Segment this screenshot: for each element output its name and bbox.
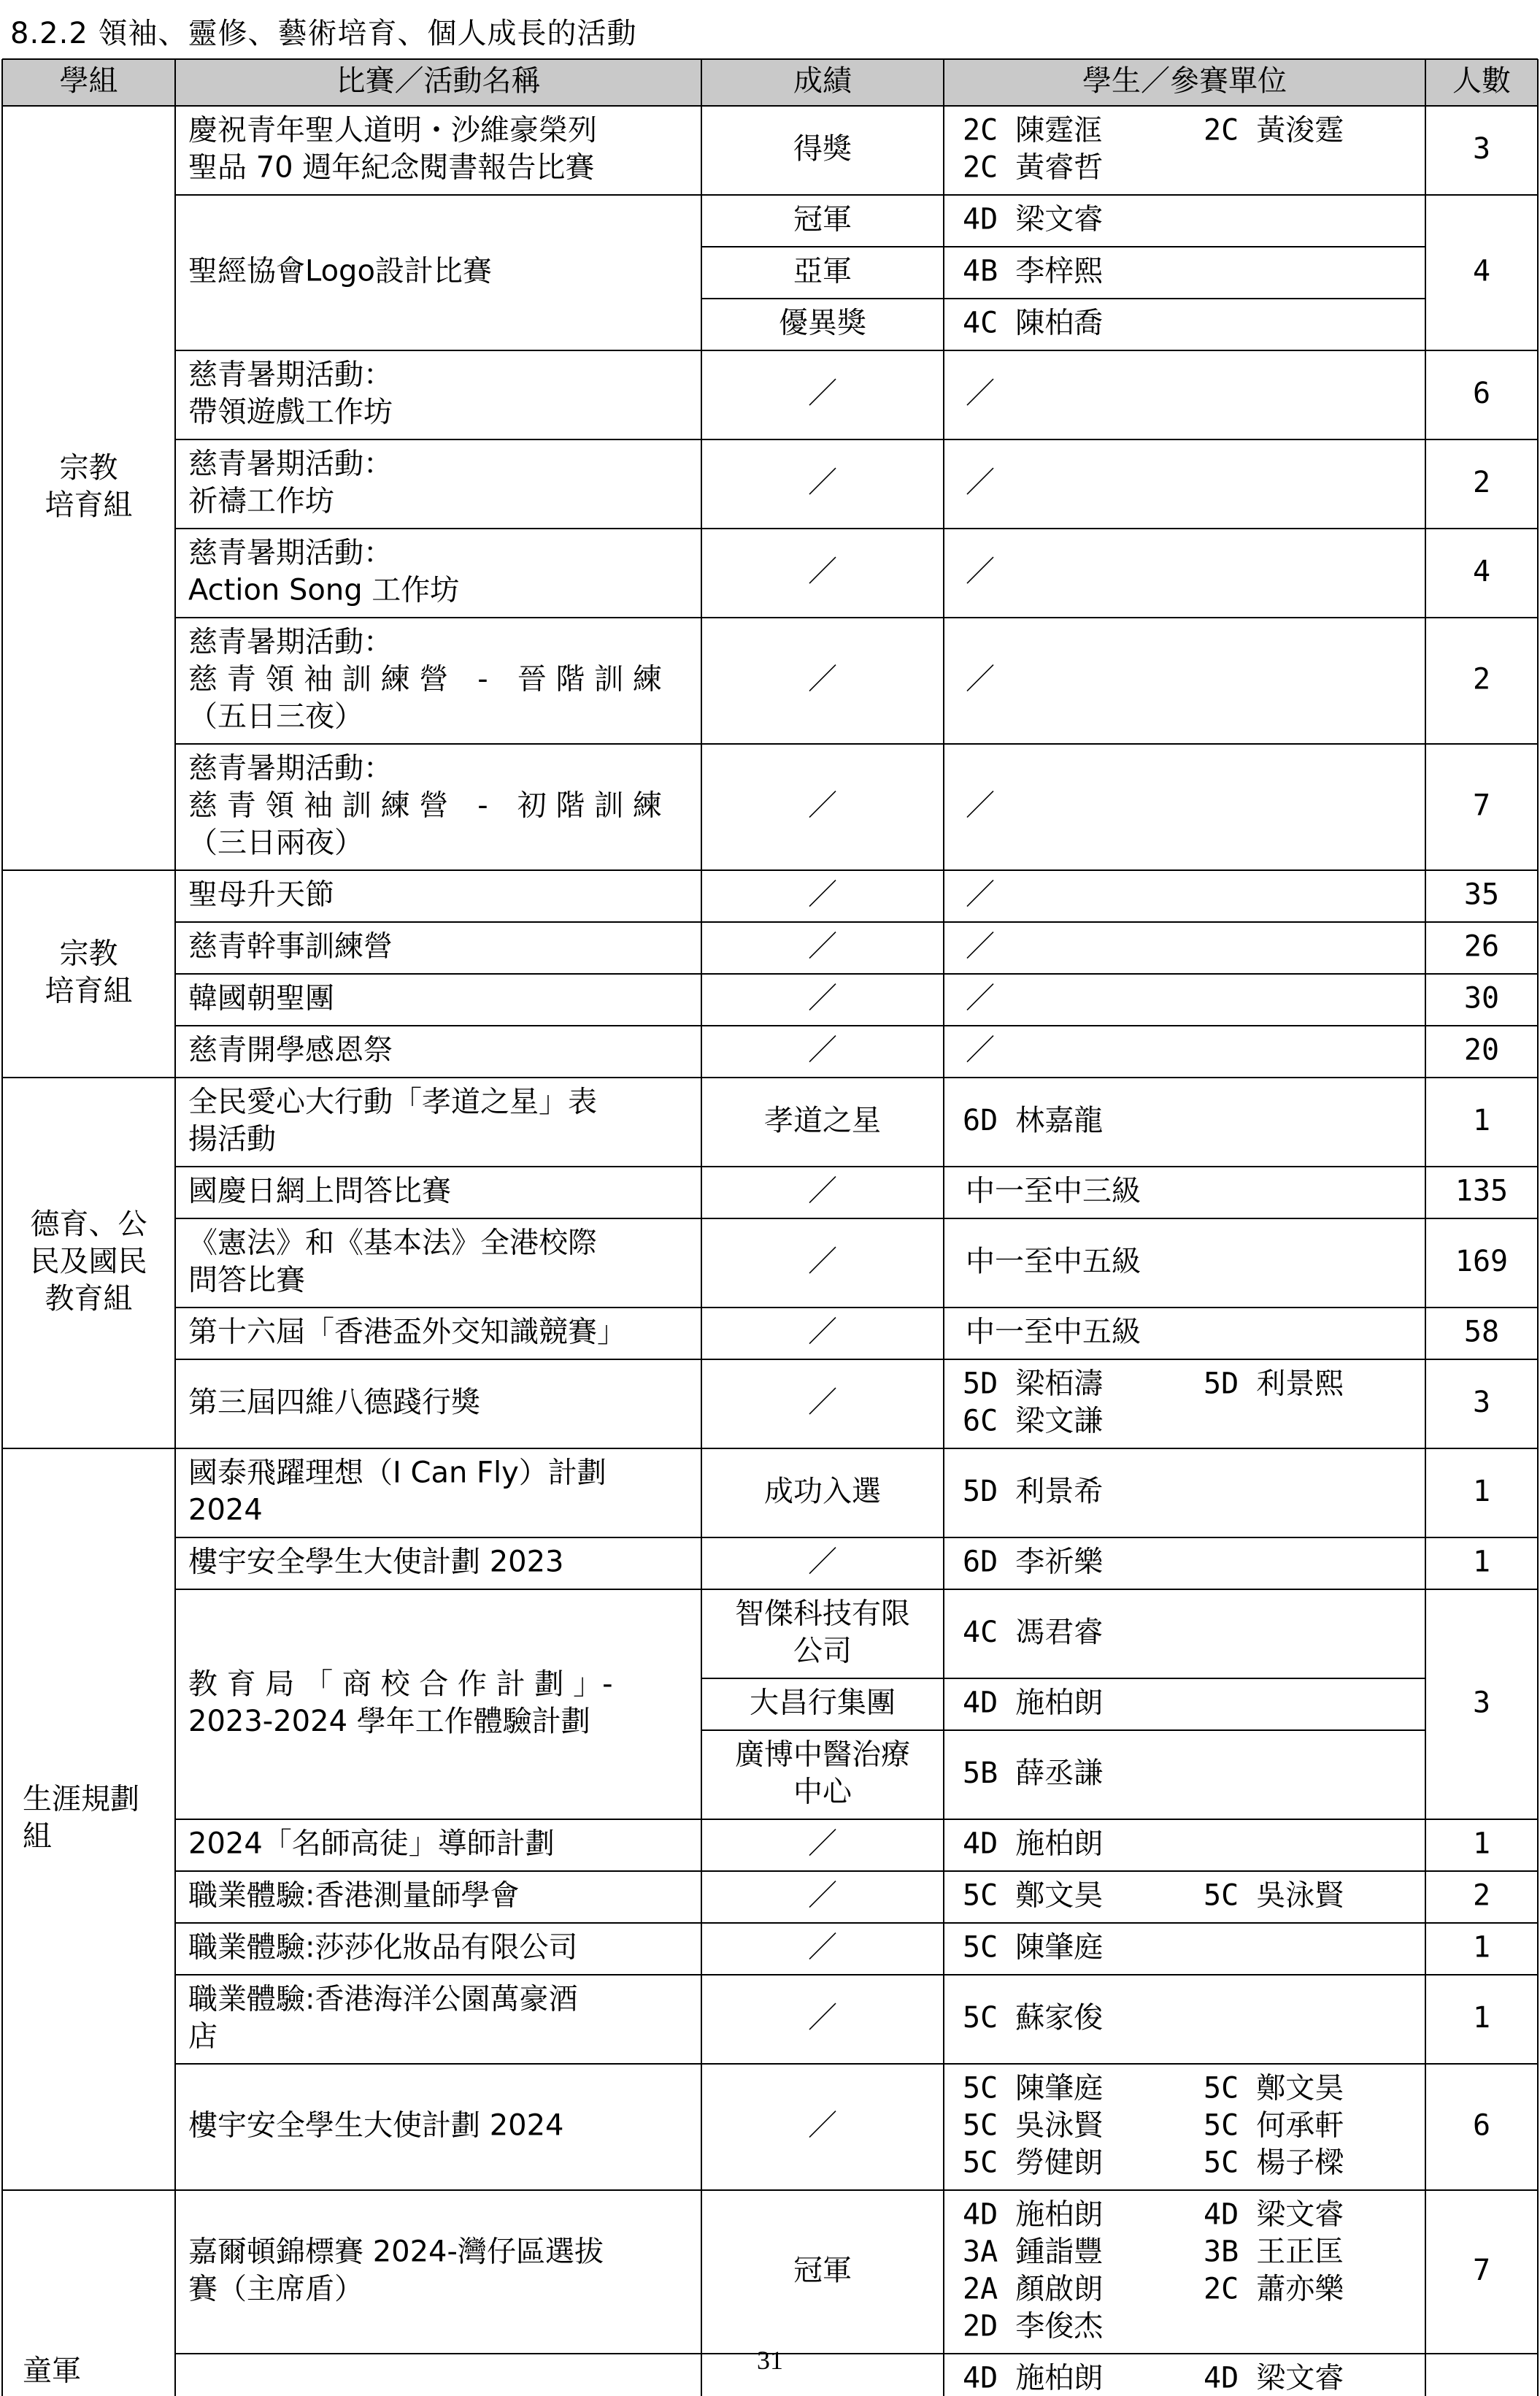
participant-count: 4 bbox=[1472, 555, 1491, 588]
result-label: ／ bbox=[808, 2108, 837, 2143]
activity-name: 國慶日網上問答比賽 bbox=[188, 1174, 451, 1208]
activity-name: 帶領遊戲工作坊 bbox=[188, 395, 393, 429]
activity-name: 祈禱工作坊 bbox=[188, 484, 334, 518]
activity-name: 慈青開學感恩祭 bbox=[188, 1033, 393, 1067]
activity-name: 慈 青 領 袖 訓 練 營 - 初 階 訓 練 bbox=[188, 788, 662, 823]
column-header: 人數 bbox=[1452, 64, 1511, 98]
activity-name: 聖品 70 週年紀念閱書報告比賽 bbox=[188, 150, 595, 185]
participant-count: 3 bbox=[1472, 132, 1491, 166]
student-entry: 5C 陳肇庭 bbox=[963, 2071, 1104, 2105]
activity-name: 賽（主席盾） bbox=[188, 2272, 363, 2306]
student-entry: 5C 勞健朗 bbox=[963, 2146, 1104, 2180]
result-label: ／ bbox=[808, 981, 837, 1015]
result-label: ／ bbox=[808, 1033, 837, 1067]
student-entry: 5C 鄭文昊 bbox=[963, 1878, 1104, 1913]
student-entry: 4D 施柏朗 bbox=[963, 2361, 1104, 2395]
student-entry: ／ bbox=[966, 929, 995, 964]
group-name: 宗教 bbox=[59, 451, 118, 485]
student-entry: 5C 蘇家俊 bbox=[963, 2001, 1104, 2035]
participant-count: 169 bbox=[1455, 1245, 1509, 1278]
activity-name: Action Song 工作坊 bbox=[188, 573, 460, 607]
activity-name: 第三屆四維八德踐行獎 bbox=[188, 1386, 480, 1419]
participant-count: 2 bbox=[1472, 466, 1491, 499]
student-entry: ／ bbox=[966, 878, 995, 912]
student-entry: 5C 鄭文昊 bbox=[1204, 2071, 1344, 2105]
group-name: 德育、公 bbox=[30, 1207, 147, 1241]
result-label: ／ bbox=[808, 1878, 837, 1913]
result-label: 得獎 bbox=[793, 132, 852, 166]
student-entry: ／ bbox=[966, 788, 995, 823]
activity-name: 職業體驗:香港測量師學會 bbox=[188, 1878, 520, 1913]
student-entry: 3B 王正匡 bbox=[1204, 2235, 1344, 2269]
result-label: 智傑科技有限 bbox=[735, 1597, 910, 1631]
result-label: ／ bbox=[808, 1174, 837, 1208]
student-entry: 5D 梁栢濤 bbox=[963, 1367, 1104, 1401]
group-name: 培育組 bbox=[45, 488, 133, 522]
student-entry: 中一至中三級 bbox=[966, 1174, 1141, 1208]
student-entry: 3A 鍾詣豐 bbox=[963, 2235, 1104, 2269]
activity-name: 職業體驗:莎莎化妝品有限公司 bbox=[188, 1930, 578, 1965]
participant-count: 1 bbox=[1472, 1930, 1491, 1965]
result-label: ／ bbox=[808, 662, 837, 696]
participant-count: 6 bbox=[1472, 377, 1491, 410]
student-entry: ／ bbox=[966, 466, 995, 499]
activity-name: （五日三夜） bbox=[188, 699, 363, 734]
activity-name: 樓宇安全學生大使計劃 2023 bbox=[188, 1545, 564, 1579]
activity-name: 慈青暑期活動： bbox=[188, 447, 393, 481]
activity-name: 慶祝青年聖人道明・沙維豪榮列 bbox=[188, 113, 597, 147]
activity-name: 慈 青 領 袖 訓 練 營 - 晉 階 訓 練 bbox=[188, 662, 662, 696]
student-entry: 2C 蕭亦樂 bbox=[1204, 2272, 1344, 2306]
student-entry: 5B 薛丞謙 bbox=[963, 1756, 1104, 1790]
participant-count: 3 bbox=[1472, 1386, 1491, 1419]
activity-name: 聖經協會Logo設計比賽 bbox=[188, 254, 492, 288]
participant-count: 3 bbox=[1472, 1686, 1491, 1720]
student-entry: 5C 楊子樑 bbox=[1204, 2146, 1344, 2180]
student-entry: 5D 利景希 bbox=[963, 1475, 1104, 1508]
participant-count: 7 bbox=[1472, 2254, 1491, 2287]
activity-name: 慈青暑期活動： bbox=[188, 625, 393, 659]
table-header-background bbox=[2, 59, 1538, 106]
activity-name: 店 bbox=[188, 2019, 217, 2054]
column-header: 成績 bbox=[793, 64, 852, 98]
page-number: 31 bbox=[757, 2346, 783, 2375]
participant-count: 1 bbox=[1472, 2001, 1491, 2035]
participant-count: 4 bbox=[1472, 254, 1491, 288]
result-label: ／ bbox=[808, 377, 837, 410]
activities-table bbox=[0, 57, 1540, 2395]
student-entry: 4D 梁文睿 bbox=[1204, 2197, 1344, 2232]
activity-name: 全民愛心大行動「孝道之星」表 bbox=[188, 1085, 597, 1119]
result-label: 成功入選 bbox=[764, 1475, 881, 1508]
student-entry: 4D 梁文睿 bbox=[963, 202, 1104, 237]
result-label: ／ bbox=[808, 2001, 837, 2035]
result-label: ／ bbox=[808, 929, 837, 964]
participant-count: 1 bbox=[1472, 1104, 1491, 1137]
activity-name: 嘉爾頓錦標賽 2024-灣仔區選拔 bbox=[188, 2235, 604, 2269]
activity-name: （三日兩夜） bbox=[188, 826, 363, 860]
participant-count: 1 bbox=[1472, 1475, 1491, 1508]
student-entry: 5C 陳肇庭 bbox=[963, 1930, 1104, 1965]
column-header: 學生／參賽單位 bbox=[1082, 64, 1287, 98]
student-entry: ／ bbox=[966, 555, 995, 588]
participant-count: 26 bbox=[1463, 929, 1500, 964]
result-label: ／ bbox=[808, 1930, 837, 1965]
student-entry: 2C 黃睿哲 bbox=[963, 150, 1104, 185]
student-entry: 6D 李祈樂 bbox=[963, 1545, 1104, 1579]
activity-name: 揚活動 bbox=[188, 1122, 276, 1156]
activity-name: 國泰飛躍理想（I Can Fly）計劃 bbox=[188, 1456, 607, 1490]
activity-name: 第十六屆「香港盃外交知識競賽」 bbox=[188, 1315, 626, 1349]
group-name: 生涯規劃 bbox=[23, 1782, 139, 1816]
result-label: 大昌行集團 bbox=[750, 1686, 896, 1720]
participant-count: 7 bbox=[1472, 788, 1491, 823]
participant-count: 6 bbox=[1472, 2108, 1491, 2143]
student-entry: 4D 施柏朗 bbox=[963, 1827, 1104, 1861]
activity-name: 2024「名師高徒」導師計劃 bbox=[188, 1827, 555, 1861]
student-entry: 6D 林嘉龍 bbox=[963, 1104, 1104, 1137]
activity-name: 《憲法》和《基本法》全港校際 bbox=[188, 1226, 597, 1260]
student-entry: ／ bbox=[966, 1033, 995, 1067]
participant-count: 58 bbox=[1463, 1315, 1500, 1349]
student-entry: ／ bbox=[966, 662, 995, 696]
student-entry: ／ bbox=[966, 377, 995, 410]
student-entry: 6C 梁文謙 bbox=[963, 1404, 1104, 1438]
activity-name: 慈青暑期活動： bbox=[188, 536, 393, 570]
result-label: 中心 bbox=[793, 1775, 852, 1809]
result-label: 冠軍 bbox=[793, 2254, 852, 2287]
group-name: 教育組 bbox=[45, 1282, 133, 1316]
result-label: ／ bbox=[808, 1245, 837, 1278]
result-label: 冠軍 bbox=[793, 202, 852, 237]
activity-name: 慈青幹事訓練營 bbox=[188, 929, 393, 964]
student-entry: 5C 何承軒 bbox=[1204, 2108, 1344, 2143]
column-header: 比賽／活動名稱 bbox=[336, 64, 541, 98]
group-name: 民及國民 bbox=[30, 1245, 147, 1278]
participant-count: 2 bbox=[1472, 1878, 1491, 1913]
group-name: 宗教 bbox=[59, 937, 118, 971]
student-entry: 4D 施柏朗 bbox=[963, 2197, 1104, 2232]
result-label: 孝道之星 bbox=[764, 1104, 881, 1137]
student-entry: 中一至中五級 bbox=[966, 1245, 1141, 1278]
student-entry: 4B 李梓熙 bbox=[963, 254, 1104, 288]
activity-name: 慈青暑期活動： bbox=[188, 751, 393, 786]
group-name: 組 bbox=[23, 1819, 52, 1854]
student-entry: 中一至中五級 bbox=[966, 1315, 1141, 1349]
participant-count: 1 bbox=[1472, 1545, 1491, 1579]
student-entry: 2D 李俊杰 bbox=[963, 2309, 1104, 2343]
activity-name: 2024 bbox=[188, 1493, 263, 1527]
result-label: ／ bbox=[808, 788, 837, 823]
group-name: 培育組 bbox=[45, 974, 133, 1008]
student-entry: 2C 陳霆洭 bbox=[963, 113, 1104, 147]
result-label: ／ bbox=[808, 555, 837, 588]
result-label: ／ bbox=[808, 878, 837, 912]
result-label: ／ bbox=[808, 1545, 837, 1579]
column-header: 學組 bbox=[59, 64, 118, 98]
student-entry: 2C 黃浚霆 bbox=[1204, 113, 1344, 147]
activity-name: 教 育 局 「 商 校 合 作 計 劃 」- bbox=[188, 1667, 613, 1701]
result-label: 廣博中醫治療 bbox=[735, 1738, 910, 1772]
activity-name: 職業體驗:香港海洋公園萬豪酒 bbox=[188, 1982, 578, 2016]
student-entry: ／ bbox=[966, 981, 995, 1015]
student-entry: 5C 吳泳賢 bbox=[963, 2108, 1104, 2143]
participant-count: 135 bbox=[1455, 1174, 1509, 1208]
activity-name: 2023-2024 學年工作體驗計劃 bbox=[188, 1705, 590, 1738]
student-entry: 4D 施柏朗 bbox=[963, 1686, 1104, 1720]
result-label: ／ bbox=[808, 466, 837, 499]
participant-count: 30 bbox=[1463, 981, 1500, 1015]
activity-name: 韓國朝聖團 bbox=[188, 981, 334, 1015]
result-label: 公司 bbox=[793, 1634, 852, 1668]
result-label: 優異獎 bbox=[779, 306, 866, 340]
student-entry: 4C 馮君睿 bbox=[963, 1616, 1104, 1649]
participant-count: 35 bbox=[1463, 878, 1500, 912]
activity-name: 聖母升天節 bbox=[188, 878, 334, 912]
student-entry: 5D 利景熙 bbox=[1204, 1367, 1344, 1401]
section-heading: 8.2.2 領袖、靈修、藝術培育、個人成長的活動 bbox=[10, 17, 637, 50]
student-entry: 2A 顏啟朗 bbox=[963, 2272, 1104, 2306]
participant-count: 20 bbox=[1463, 1033, 1500, 1067]
student-entry: 4C 陳柏喬 bbox=[963, 306, 1104, 340]
result-label: ／ bbox=[808, 1386, 837, 1419]
participant-count: 2 bbox=[1472, 662, 1491, 696]
result-label: ／ bbox=[808, 1827, 837, 1861]
result-label: 亞軍 bbox=[793, 254, 852, 288]
student-entry: 5C 吳泳賢 bbox=[1204, 1878, 1344, 1913]
group-name: 童軍 bbox=[23, 2354, 81, 2388]
student-entry: 4D 梁文睿 bbox=[1204, 2361, 1344, 2395]
result-label: ／ bbox=[808, 1315, 837, 1349]
activity-name: 慈青暑期活動： bbox=[188, 358, 393, 392]
activity-name: 問答比賽 bbox=[188, 1263, 305, 1297]
participant-count: 1 bbox=[1472, 1827, 1491, 1861]
activity-name: 樓宇安全學生大使計劃 2024 bbox=[188, 2108, 564, 2143]
